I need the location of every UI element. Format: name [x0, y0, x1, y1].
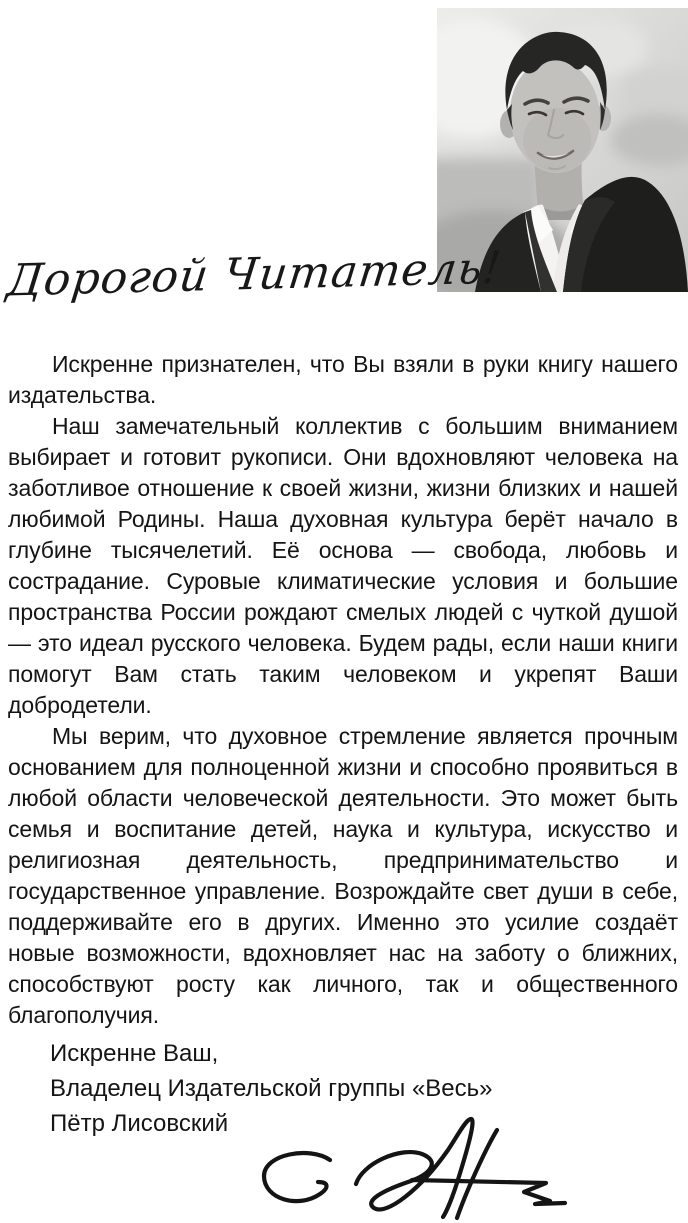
letter-heading-script [4, 222, 505, 327]
letter-paragraph: Наш замечательный коллектив с большим вниманием выбирает и готовит рукописи. Они вдохновляют человека на заботливое отношение к своей жизни, жизни близких и нашей любимой Родины. Наша духовная культура берёт начало в глубине тысячелетий. Её основа — свобода, любовь и сострадание. Суровые климатические условия и большие пространства России рождают смелых людей с чуткой душой — это идеал русского человека. Будем рады, если наши книги помогут Вам стать таким человеком и укрепят Ваши добродетели. [8, 413, 678, 718]
letter-paragraph: Мы верим, что духовное стремление является прочным основанием для полноценной жизни и способно проявиться в любой области человеческой деятельности. Это может быть семья и воспитание детей, наука и культура, искусство и религиозная деятельность, предпринимательство и государственное управление. Возрождайте свет души в себе, поддерживайте его в других. Именно это усилие создаёт новые возможности, вдохновляет нас на заботу о ближних, способствуют росту как личного, так и общественного благополучия. [8, 723, 678, 1028]
signature-flourish [252, 1104, 577, 1222]
closing-line-salutation: Искренне Ваш, [50, 1040, 219, 1067]
letter-heading-text: Дорогой Читатель! [4, 242, 505, 307]
letter-paragraph: Искренне признателен, что Вы взяли в руки книгу нашего издательства. [8, 351, 678, 408]
closing-line-title: Владелец Издательской группы «Весь» [50, 1075, 493, 1102]
signature-drawing [252, 1104, 577, 1222]
letter-body [8, 349, 678, 1031]
closing-line-name: Пётр Лисовский [50, 1110, 229, 1137]
